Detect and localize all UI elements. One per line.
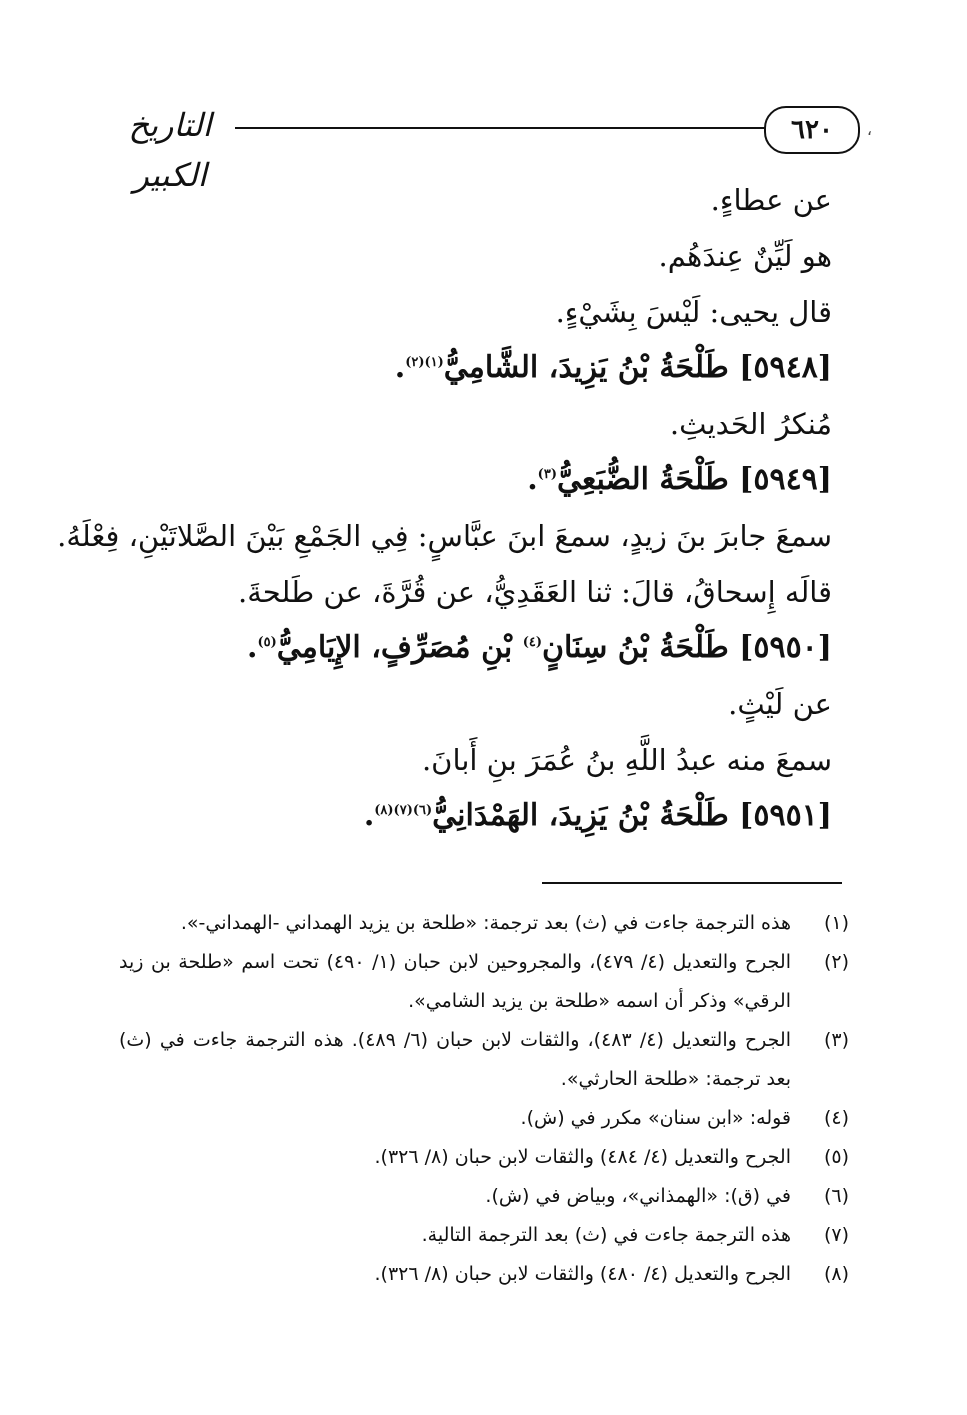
footnote [119, 1255, 849, 1294]
main-text [57, 172, 832, 844]
entry-heading-cont: بْنِ مُصَرِّفٍ، الإِيَامِيُّ [276, 630, 523, 665]
footnote-number: (٦) [823, 1185, 849, 1207]
page-number: ٦٢٠ [764, 106, 860, 154]
footnote-text: قوله: «ابن سنان» مكرر في (ش). [520, 1107, 791, 1129]
text-line: سمعَ منه عبدُ اللَّهِ بنُ عُمَرَ بنِ أَبانَ. [421, 743, 832, 777]
footnote-text: هذه الترجمة جاءت في (ث) بعد الترجمة التالية. [421, 1224, 791, 1246]
footnote-text: الجرح والتعديل (٤/ ٤٨٤) والثقات لابن حبان (٨/ ٣٢٦). [374, 1146, 791, 1168]
footnote-text: في (ق): «الهمذاني»، وبياض في (ش). [485, 1185, 791, 1207]
entry-end: . [527, 462, 538, 497]
footnote-text: هذه الترجمة جاءت في (ث) بعد ترجمة: «طلحة بن يزيد الهمداني -الهمداني-». [180, 912, 791, 934]
footnote-text: الجرح والتعديل (٤/ ٤٨٠) والثقات لابن حبان (٨/ ٣٢٦). [374, 1263, 791, 1285]
footnote-number: (٨) [823, 1263, 849, 1285]
footnote-separator [542, 882, 842, 884]
footnote-number: (٥) [823, 1146, 849, 1168]
footnote [119, 1099, 849, 1138]
footnote-number: (٧) [823, 1224, 849, 1246]
footnote-number: (٢) [823, 951, 849, 973]
footnote [119, 1216, 849, 1255]
footnote [119, 904, 849, 943]
footnotes [119, 904, 849, 1294]
footnote-ref[interactable]: (٤) [522, 635, 542, 650]
corner-mark: ، [866, 120, 872, 139]
entry-5948 [127, 340, 832, 396]
footnote [119, 1021, 849, 1099]
entry-heading: [٥٩٤٩] طَلْحَةُ الضُّبَعِيُّ [556, 462, 832, 497]
footnote [119, 1177, 849, 1216]
footnote-number: (٤) [823, 1107, 849, 1129]
entry-end: . [247, 630, 258, 665]
entry-end: . [363, 798, 375, 833]
footnote-ref[interactable]: (١)(٢) [405, 355, 444, 370]
footnote [119, 1138, 849, 1177]
text-line: هو لَيِّنٌ عِندَهُم. [658, 239, 832, 273]
footnote-number: (٣) [823, 1029, 849, 1051]
entry-heading: [٥٩٥٠] طَلْحَةُ بْنُ سِنَانٍ [542, 630, 832, 665]
text-line: عن عطاءٍ. [710, 183, 832, 217]
page-header [100, 100, 860, 194]
footnote-ref[interactable]: (٣) [537, 467, 557, 482]
entry-5949 [127, 452, 832, 508]
text-line: عن لَيْثٍ. [728, 687, 832, 721]
footnote-text: الجرح والتعديل (٤/ ٤٧٩)، والمجروحين لابن حبان (١/ ٤٩٠) تحت اسم «طلحة بن زيد الرقي» وذكر أن اسمه «طلحة بن يزيد الشامي». [119, 951, 791, 1012]
header-rule [235, 127, 765, 129]
footnote-ref[interactable]: (٦)(٧)(٨) [374, 803, 433, 818]
text-line: مُنكرُ الحَديثِ. [669, 407, 832, 441]
footnote-text: الجرح والتعديل (٤/ ٤٨٣)، والثقات لابن حبان (٦/ ٤٨٩). هذه الترجمة جاءت في (ث) بعد ترجمة: «طلحة الحارثي». [119, 1029, 791, 1090]
text-line: سمعَ جابرَ بنَ زيدٍ، سمعَ ابنَ عبَّاسٍ: فِي الجَمْعِ بَيْنَ الصَّلاتَيْنِ، فِعْلَهُ. [57, 519, 832, 553]
footnote [119, 943, 849, 1021]
footnote-number: (١) [823, 912, 849, 934]
footnote-ref[interactable]: (٥) [257, 635, 277, 650]
entry-5950 [127, 620, 832, 676]
text-line: قال يحيى: لَيْسَ بِشَيْءٍ. [555, 295, 832, 329]
entry-5951 [127, 788, 832, 844]
book-title: التاريخ الكبير [128, 106, 212, 194]
entry-heading: [٥٩٥١] طَلْحَةُ بْنُ يَزِيدَ، الهَمْدَانِيُّ [432, 798, 832, 833]
text-line: قالَه إِسحاقُ، قالَ: ثنا العَقَدِيُّ، عن قُرَّةَ، عن طَلحةَ. [238, 575, 832, 609]
entry-heading: [٥٩٤٨] طَلْحَةُ بْنُ يَزِيدَ، الشَّامِيُّ [443, 350, 832, 385]
entry-end: . [394, 350, 406, 385]
